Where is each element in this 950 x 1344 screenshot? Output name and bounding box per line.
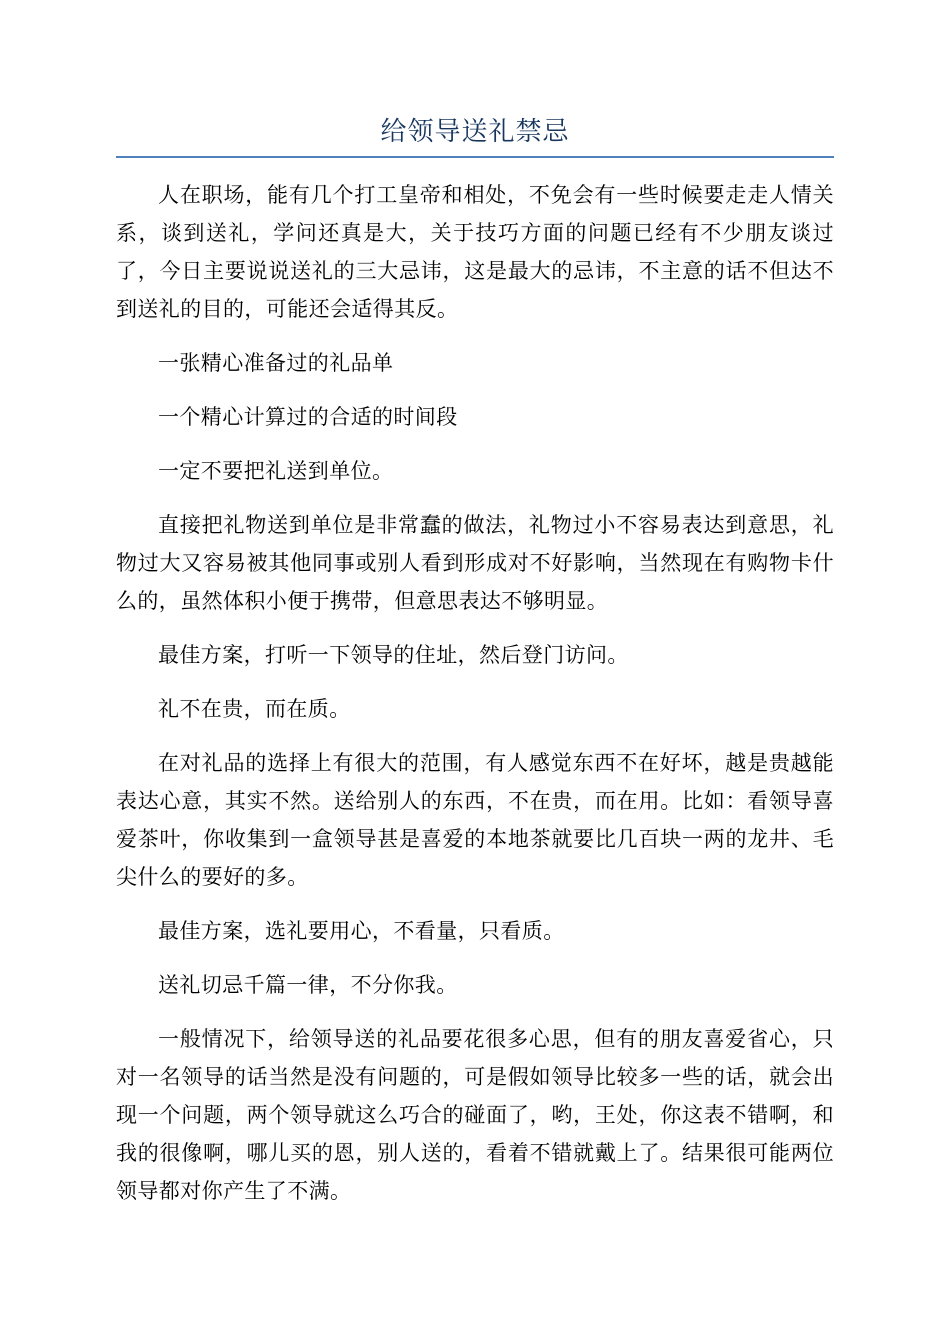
paragraph-11: 一般情况下，给领导送的礼品要花很多心思，但有的朋友喜爱省心，只对一名领导的话当然是没有问题的，可是假如领导比较多一些的话，就会出现一个问题，两个领导就这么巧合的碰面了，哟，王处，你这表不错啊，和我的很像啊，哪儿买的恩，别人送的，看着不错就戴上了。结果很可能两位领导都对你产生了不满。 [116,1027,834,1203]
title-block [116,112,834,158]
paragraph-9: 最佳方案，选礼要用心，不看量，只看质。 [158,919,565,943]
paragraph-3: 一个精心计算过的合适的时间段 [158,405,458,429]
paragraph-10: 送礼切忌千篇一律，不分你我。 [158,973,458,997]
paragraph-6: 最佳方案，打听一下领导的住址，然后登门访问。 [158,643,629,667]
paragraph-1: 人在职场，能有几个打工皇帝和相处，不免会有一些时候要走走人情关系，谈到送礼，学问还真是大，关于技巧方面的问题已经有不少朋友谈过了，今日主要说说送礼的三大忌讳，这是最大的忌讳，不主意的话不但达不到送礼的目的，可能还会适得其反。 [116,183,834,321]
paragraph-5: 直接把礼物送到单位是非常蠢的做法，礼物过小不容易表达到意思，礼物过大又容易被其他同事或别人看到形成对不好影响，当然现在有购物卡什么的，虽然体积小便于携带，但意思表达不够明显。 [116,513,834,613]
paragraph-4: 一定不要把礼送到单位。 [158,459,394,483]
paragraph-8: 在对礼品的选择上有很大的范围，有人感觉东西不在好坏，越是贵越能表达心意，其实不然。送给别人的东西，不在贵，而在用。比如：看领导喜爱茶叶，你收集到一盒领导甚是喜爱的本地茶就要比几百块一两的龙井、毛尖什么的要好的多。 [116,751,834,889]
paragraph-7: 礼不在贵，而在质。 [158,697,351,721]
document-title: 给领导送礼禁忌 [380,117,570,147]
document-body [116,176,834,1210]
paragraph-2: 一张精心准备过的礼品单 [158,351,394,375]
